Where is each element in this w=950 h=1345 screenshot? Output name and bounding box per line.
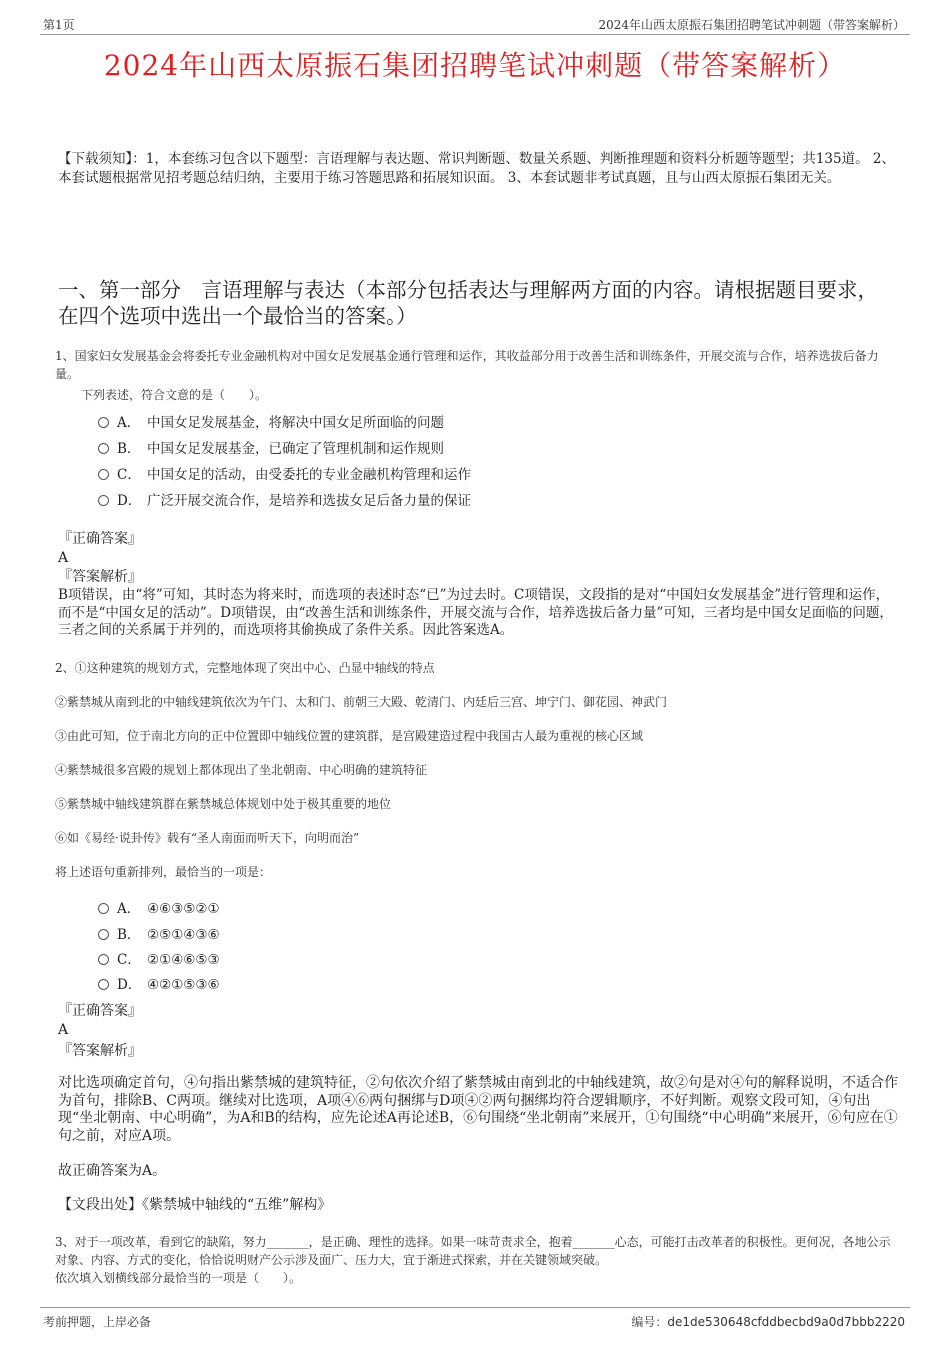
footer-divider — [40, 1307, 910, 1308]
q1-option-c[interactable]: C． 中国女足的活动，由受委托的专业金融机构管理和运作 — [98, 463, 471, 483]
q2-sentence-3: ③由此可知，位于南北方向的正中位置即中轴线位置的建筑群，是宫殿建造过程中我国古人最为重视的核心区域 — [55, 729, 644, 743]
header-divider — [40, 34, 910, 35]
page-number: 第1页 — [43, 18, 75, 32]
page-title: 2024年山西太原振石集团招聘笔试冲刺题（带答案解析） — [103, 49, 847, 82]
q1-analysis: B项错误，由“将”可知，其时态为将来时，而选项的表述时态“已”为过去时。C项错误，文段指的是对“中国妇女发展基金”进行管理和运作，而不是“中国女足的活动”。D项错误，由“改善生活和训练条件，开展交流与合作，培养选拔后备力量”可知，三者均是中国女足面临的问题，三者之间的关系属于并列的，而选项将其偷换成了条件关系。因此答案选A。 — [58, 587, 893, 638]
question-3-prompt: 依次填入划横线部分最恰当的一项是（ ）。 — [55, 1271, 302, 1285]
footer-code-value: de1de530648cfddbecbd9a0d7bbb2220 — [667, 1315, 905, 1329]
radio-icon[interactable] — [98, 495, 109, 506]
q2-prompt: 将上述语句重新排列，最恰当的一项是： — [55, 865, 272, 879]
question-1-prompt: 下列表述，符合文意的是（ ）。 — [81, 388, 268, 402]
radio-icon[interactable] — [98, 903, 109, 914]
q1-option-b[interactable]: B． 中国女足发展基金，已确定了管理机制和运作规则 — [98, 437, 444, 457]
download-notice: 【下载须知】：1，本套练习包含以下题型：言语理解与表达题、常识判断题、数量关系题、判断推理题和资料分析题等题型；共135道。 2、本套试题根据常见招考题总结归纳，主要用于练习答题思路和拓展知识面。 3、本套试题非考试真题，且与山西太原振石集团无关。 — [58, 151, 895, 186]
q2-option-b[interactable]: B． ②⑤①④③⑥ — [98, 923, 220, 943]
running-header-title: 2024年山西太原振石集团招聘笔试冲刺题（带答案解析） — [598, 18, 905, 32]
question-1-stem: 1、国家妇女发展基金会将委托专业金融机构对中国女足发展基金通行管理和运作，其收益部分用于改善生活和训练条件，开展交流与合作，培养选拔后备力量。 — [55, 349, 879, 381]
q1-answer-heading: 『正确答案』 — [58, 531, 142, 547]
q2-sentence-6: ⑥如《易经·说卦传》载有“圣人南面而听天下，向明而治” — [55, 831, 360, 845]
radio-icon[interactable] — [98, 929, 109, 940]
radio-icon[interactable] — [98, 443, 109, 454]
q2-sentence-2: ②紫禁城从南到北的中轴线建筑依次为午门、太和门、前朝三大殿、乾清门、内廷后三宫、坤宁门、御花园、神武门 — [55, 695, 668, 709]
q2-analysis-heading: 『答案解析』 — [58, 1043, 142, 1059]
q2-answer: A — [58, 1022, 69, 1038]
q2-analysis: 对比选项确定首句，④句指出紫禁城的建筑特征，②句依次介绍了紫禁城由南到北的中轴线建筑，故②句是对④句的解释说明，不适合作为首句，排除B、C两项。继续对比选项，A项④⑥两句捆绑与D项④②两句捆绑均符合逻辑顺序，不好判断。观察文段可知，④句出现“坐北朝南、中心明确”，为A和B的结构，应先论述A再论述B，⑥句围绕“坐北朝南”来展开，①句围绕“中心明确”来展开，⑥句应在①句之前，对应A项。 — [58, 1075, 898, 1144]
q2-sentence-1: 2、①这种建筑的规划方式，完整地体现了突出中心、凸显中轴线的特点 — [55, 661, 435, 675]
radio-icon[interactable] — [98, 979, 109, 990]
radio-icon[interactable] — [98, 417, 109, 428]
section-heading: 一、第一部分 言语理解与表达（本部分包括表达与理解两方面的内容。请根据题目要求，在四个选项中选出一个最恰当的答案。） — [58, 278, 878, 328]
question-3-stem: 3、对于一项改革，看到它的缺陷，努力_______，是正确、理性的选择。如果一味苛责求全，抱着_______心态，可能打击改革者的积极性。更何况，各地公示对象、内容、方式的变化，恰恰说明财产公示涉及面广、压力大，宜于渐进式探索，并在关键领域突破。 — [55, 1235, 891, 1267]
q2-source: 【文段出处】《紫禁城中轴线的“五维”解构》 — [58, 1197, 332, 1213]
q1-option-d[interactable]: D． 广泛开展交流合作，是培养和选拔女足后备力量的保证 — [98, 489, 471, 509]
q2-sentence-4: ④紫禁城很多宫殿的规划上都体现出了坐北朝南、中心明确的建筑特征 — [55, 763, 428, 777]
footer-code — [631, 1313, 905, 1330]
q1-analysis-heading: 『答案解析』 — [58, 569, 142, 585]
radio-icon[interactable] — [98, 469, 109, 480]
q2-conclusion: 故正确答案为A。 — [58, 1163, 167, 1179]
footer-slogan: 考前押题，上岸必备 — [43, 1315, 152, 1329]
footer-code-label: 编号： — [631, 1315, 668, 1329]
radio-icon[interactable] — [98, 954, 109, 965]
q1-answer: A — [58, 550, 69, 566]
q2-answer-heading: 『正确答案』 — [58, 1003, 142, 1019]
q2-sentence-5: ⑤紫禁城中轴线建筑群在紫禁城总体规划中处于极其重要的地位 — [55, 797, 392, 811]
q2-option-d[interactable]: D． ④②①⑤③⑥ — [98, 973, 220, 993]
q1-option-a[interactable]: A． 中国女足发展基金，将解决中国女足所面临的问题 — [98, 411, 444, 431]
q2-option-c[interactable]: C． ②①④⑥⑤③ — [98, 948, 220, 968]
q2-option-a[interactable]: A． ④⑥③⑤②① — [98, 897, 220, 917]
